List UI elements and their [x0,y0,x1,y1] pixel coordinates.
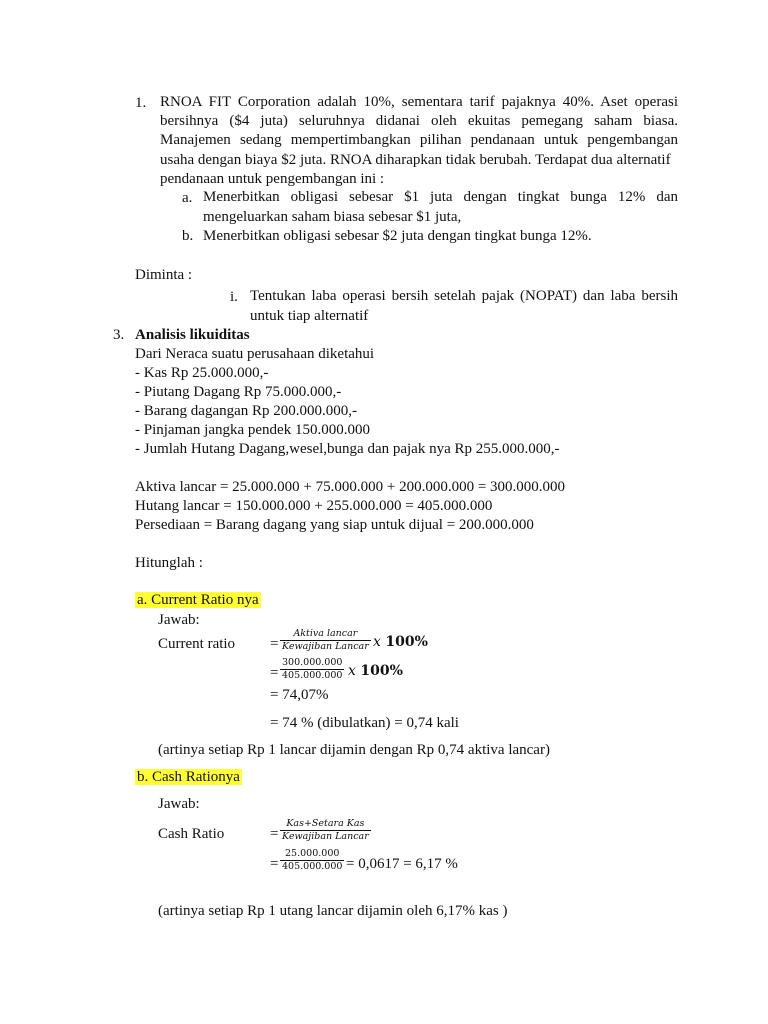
paragraph-line: bersihnya ($4 juta) seluruhnya didanai oleh ekuitas pemegang saham biasa. [160,113,678,129]
list-item: - Piutang Dagang Rp 75.000.000,- [135,384,342,400]
option-line: Menerbitkan obligasi sebesar $1 juta dengan tingkat bunga 12% dan [203,189,678,205]
times-sign: x [373,634,381,650]
intro-text: Dari Neraca suatu perusahaan diketahui [135,346,375,362]
times-100-percent [373,634,428,650]
cash-ratio-result: = 0,0617 = 6,17 % [346,856,458,872]
list-item: - Kas Rp 25.000.000,- [135,365,269,381]
current-ratio-note: (artinya setiap Rp 1 lancar dijamin dengan Rp 0,74 aktiva lancar) [158,742,550,758]
highlighted-label: b. Cash Rationya [137,769,240,785]
task-line: untuk tiap alternatif [250,308,369,324]
option-line: Menerbitkan obligasi sebesar $2 juta dengan tingkat bunga 12%. [203,228,592,244]
fraction-denominator: 405.000.000 [282,861,343,872]
option-line: mengeluarkan saham biasa sebesar $1 juta, [203,209,462,225]
task-marker: i. [230,289,238,305]
question-number: 3. [113,327,125,343]
current-ratio-label: Current ratio [158,636,236,652]
calc-line: Persediaan = Barang dagang yang siap untuk dijual = 200.000.000 [135,517,534,533]
task-line: Tentukan laba operasi bersih setelah pajak (NOPAT) dan laba bersih [250,288,678,304]
times-sign: x [348,663,356,679]
current-ratio-rounded: = 74 % (dibulatkan) = 0,74 kali [270,715,459,731]
times-100-percent [348,663,403,679]
equals-sign: = [270,665,279,681]
calc-line: Hutang lancar = 150.000.000 + 255.000.000 = 405.000.000 [135,498,493,514]
cash-ratio-formula-fraction [280,818,371,843]
equals-sign: = [270,636,279,652]
list-item: - Jumlah Hutang Dagang,wesel,bunga dan pajak nya Rp 255.000.000,- [135,441,560,457]
calc-line: Aktiva lancar = 25.000.000 + 75.000.000 + 200.000.000 = 300.000.000 [135,479,566,495]
current-ratio-heading [135,591,261,610]
list-item: - Barang dagangan Rp 200.000.000,- [135,403,358,419]
current-ratio-result: = 74,07% [270,687,329,703]
fraction-denominator: Kewajiban Lancar [282,831,369,842]
current-ratio-value-fraction [280,657,344,682]
paragraph-line: RNOA FIT Corporation adalah 10%, sementara tarif pajaknya 40%. Aset operasi [160,94,678,110]
equals-sign: = [270,856,279,872]
percent-value: 100% [360,663,403,679]
jawab-label: Jawab: [158,612,200,628]
fraction-numerator: Aktiva lancar [293,628,358,639]
cash-ratio-note: (artinya setiap Rp 1 utang lancar dijamin oleh 6,17% kas ) [158,903,508,919]
fraction-denominator: Kewajiban Lancar [282,641,369,652]
diminta-label: Diminta : [135,267,193,283]
hitunglah-label: Hitunglah : [135,555,203,571]
fraction-numerator: 25.000.000 [285,848,340,859]
cash-ratio-value-fraction [280,848,344,873]
list-item: - Pinjaman jangka pendek 150.000.000 [135,422,370,438]
paragraph-line: Manajemen sedang mempertimbangkan pilihan pendanaan untuk pengembangan [160,132,678,148]
paragraph-line: pendanaan untuk pengembangan ini : [160,171,385,187]
question-number: 1. [135,95,147,111]
option-marker: a. [182,190,193,206]
jawab-label: Jawab: [158,796,200,812]
fraction-denominator: 405.000.000 [282,670,343,681]
cash-ratio-label: Cash Ratio [158,826,225,842]
paragraph-line: usaha dengan biaya $2 juta. RNOA diharapkan tidak berubah. Terdapat dua alternatif [160,152,671,168]
equals-sign: = [270,826,279,842]
option-marker: b. [182,228,194,244]
fraction-numerator: Kas+Setara Kas [286,818,365,829]
current-ratio-formula-fraction [280,628,371,653]
section-heading: Analisis likuiditas [135,327,250,343]
highlighted-label: a. Current Ratio nya [137,592,259,608]
percent-value: 100% [385,634,428,650]
fraction-numerator: 300.000.000 [282,657,343,668]
cash-ratio-heading [135,768,242,787]
